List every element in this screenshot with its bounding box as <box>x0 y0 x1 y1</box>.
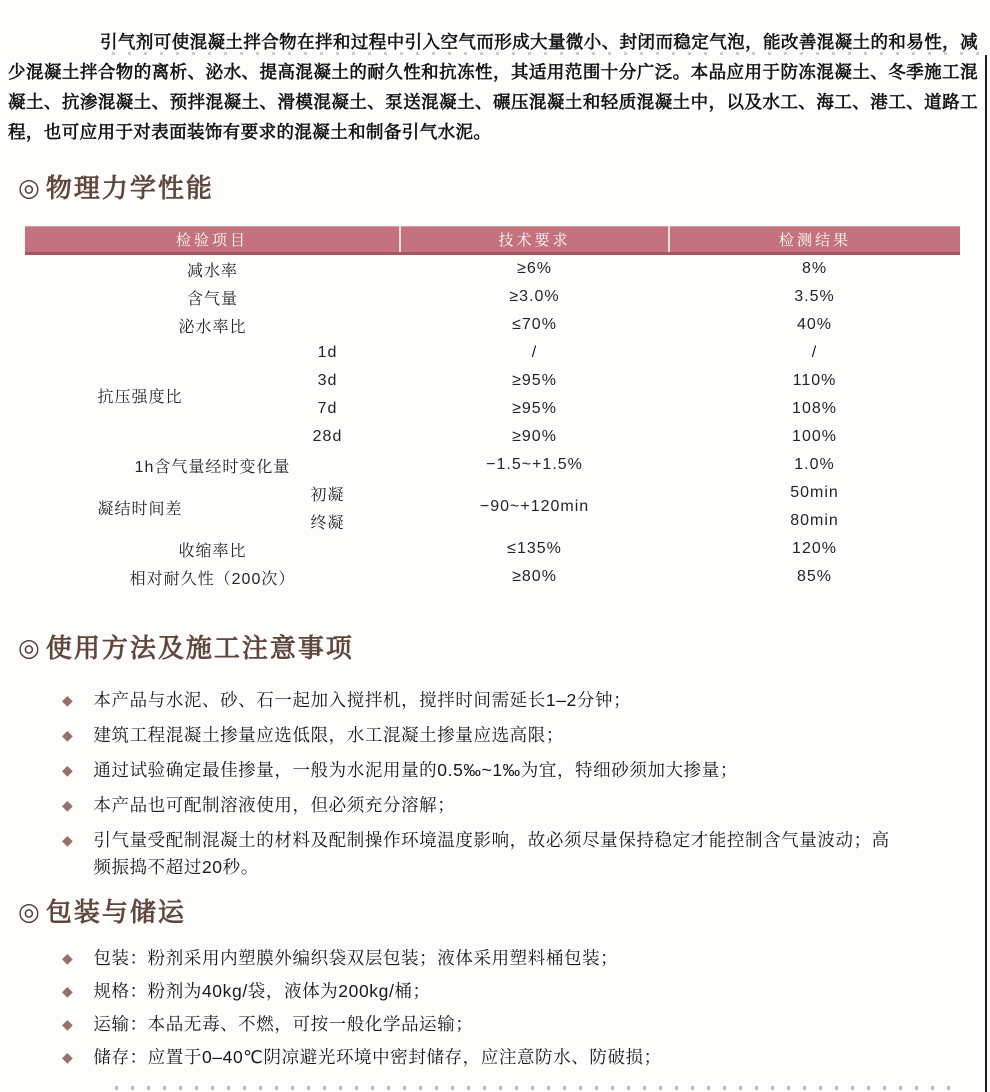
list-item-text: 通过试验确定最佳掺量，一般为水泥用量的0.5‰~1‰为宜，特细砂须加大掺量； <box>93 760 738 780</box>
diamond-bullet-icon: ◆ <box>62 1049 74 1065</box>
table-cell-item: 减水率 <box>187 262 239 280</box>
section-marker-icon: ◎ <box>18 634 40 662</box>
section-title: 使用方法及施工注意事项 <box>45 633 354 663</box>
section-heading-packaging <box>18 895 990 929</box>
table-header-row <box>25 227 960 254</box>
list-item <box>0 687 990 714</box>
table-cell-result: 40% <box>797 316 833 333</box>
table-cell-result: 3.5% <box>794 288 835 305</box>
section-marker-icon: ◎ <box>18 174 40 202</box>
table-cell-requirement: ≥90% <box>512 428 557 445</box>
cut-off-text-bottom-remnant <box>115 1086 950 1090</box>
table-cell-sublabel: 3d <box>317 372 338 389</box>
page-edge-scan-line <box>985 55 987 1092</box>
table-cell-requirement: ≥95% <box>512 372 557 389</box>
table-cell-result: 1.0% <box>794 456 835 473</box>
table-row <box>25 283 960 311</box>
table-cell-requirement: −1.5~+1.5% <box>486 456 583 473</box>
list-item <box>0 1044 990 1071</box>
table-cell-result: 80min <box>790 512 839 529</box>
list-item <box>0 722 990 749</box>
diamond-bullet-icon: ◆ <box>62 797 74 813</box>
list-item <box>0 1011 990 1038</box>
table-cell-result: 8% <box>801 260 828 277</box>
table-row <box>25 451 960 479</box>
diamond-bullet-icon: ◆ <box>62 692 74 708</box>
table-header-result: 检测结果 <box>669 227 960 254</box>
table-cell-requirement: ≤70% <box>512 316 557 333</box>
table-cell-sublabel: 1d <box>317 344 338 361</box>
diamond-bullet-icon: ◆ <box>62 983 74 999</box>
list-item-text: 包装：粉剂采用内塑膜外编织袋双层包装；液体采用塑料桶包装； <box>93 948 619 968</box>
list-item <box>0 792 990 819</box>
table-cell-item: 收缩率比 <box>178 542 247 560</box>
table-cell-requirement: ≥6% <box>517 260 552 277</box>
table-row <box>25 479 960 507</box>
list-item <box>0 757 990 784</box>
table-cell-result: 50min <box>790 484 839 501</box>
diamond-bullet-icon: ◆ <box>62 727 74 743</box>
diamond-bullet-icon: ◆ <box>62 950 74 966</box>
table-cell-item: 相对耐久性（200次） <box>129 570 296 588</box>
section-marker-icon: ◎ <box>18 898 40 926</box>
table-cell-requirement: ≤135% <box>507 540 562 557</box>
table-cell-result: 100% <box>792 428 837 445</box>
document-page <box>0 27 990 1092</box>
table-cell-requirement: ≥95% <box>512 400 557 417</box>
table-cell-item: 抗压强度比 <box>97 388 183 406</box>
list-item <box>0 945 990 972</box>
table-header-requirement: 技术要求 <box>400 227 669 254</box>
table-cell-requirement: ≥3.0% <box>509 288 560 305</box>
table-header-item: 检验项目 <box>25 227 400 254</box>
diamond-bullet-icon: ◆ <box>62 762 74 778</box>
list-item-text: 本产品也可配制溶液使用，但必须充分溶解； <box>93 795 456 815</box>
list-item-text: 运输：本品无毒、不燃，可按一般化学品运输； <box>93 1014 474 1034</box>
list-item-text: 引气量受配制混凝土的材料及配制操作环境温度影响，故必须尽量保持稳定才能控制含气量波动；高频振捣不超过20秒。 <box>93 830 890 877</box>
table-cell-requirement: −90~+120min <box>479 498 590 515</box>
table-row <box>25 563 960 591</box>
table-cell-result: 120% <box>792 540 837 557</box>
table-row <box>25 311 960 339</box>
cut-off-text-top-remnant <box>112 52 982 55</box>
section-heading-physical <box>18 171 990 205</box>
list-item-text: 规格：粉剂为40kg/袋，液体为200kg/桶； <box>93 981 431 1001</box>
diamond-bullet-icon: ◆ <box>62 832 74 848</box>
table-cell-sublabel: 终凝 <box>310 514 345 532</box>
intro-paragraph: 引气剂可使混凝土拌合物在拌和过程中引入空气而形成大量微小、封闭而稳定气泡，能改善混凝土的和易性，减少混凝土拌合物的离析、泌水、提高混凝土的耐久性和抗冻性，其适用范围十分广泛。本品应用于防冻混凝土、冬季施工混凝土、抗渗混凝土、预拌混凝土、滑模混凝土、泵送混凝土、碾压混凝土和轻质混凝土中，以及水工、海工、港工、道路工程，也可应用于对表面装饰有要求的混凝土和制备引气水泥。 <box>8 32 978 142</box>
section-heading-usage <box>18 631 990 665</box>
table-cell-requirement: / <box>531 344 538 361</box>
list-item-text: 本产品与水泥、砂、石一起加入搅拌机，搅拌时间需延长1–2分钟； <box>93 690 632 710</box>
table-row <box>25 254 960 284</box>
table-cell-sublabel: 28d <box>312 428 343 445</box>
section-title: 包装与储运 <box>45 897 186 927</box>
table-cell-result: / <box>811 344 818 361</box>
usage-bullet-list <box>0 687 990 881</box>
table-cell-item: 1h含气量经时变化量 <box>134 458 291 476</box>
list-item-text: 储存：应置于0–40℃阴凉避光环境中密封储存，应注意防水、防破损； <box>93 1047 662 1067</box>
table-cell-result: 85% <box>797 568 833 585</box>
table-cell-sublabel: 初凝 <box>310 486 345 504</box>
table-cell-sublabel: 7d <box>317 400 338 417</box>
physical-properties-table <box>25 226 960 591</box>
list-item <box>0 827 990 881</box>
table-cell-result: 108% <box>792 400 837 417</box>
table-cell-item: 泌水率比 <box>178 318 247 336</box>
section-title: 物理力学性能 <box>45 173 214 203</box>
table-cell-item: 凝结时间差 <box>97 500 183 518</box>
diamond-bullet-icon: ◆ <box>62 1016 74 1032</box>
list-item-text: 建筑工程混凝土掺量应选低限，水工混凝土掺量应选高限； <box>93 725 564 745</box>
table-row <box>25 339 960 367</box>
table-cell-result: 110% <box>792 372 837 389</box>
packaging-bullet-list <box>0 945 990 1071</box>
table-cell-requirement: ≥80% <box>512 568 557 585</box>
list-item <box>0 978 990 1005</box>
table-cell-item: 含气量 <box>187 290 239 308</box>
table-row <box>25 535 960 563</box>
